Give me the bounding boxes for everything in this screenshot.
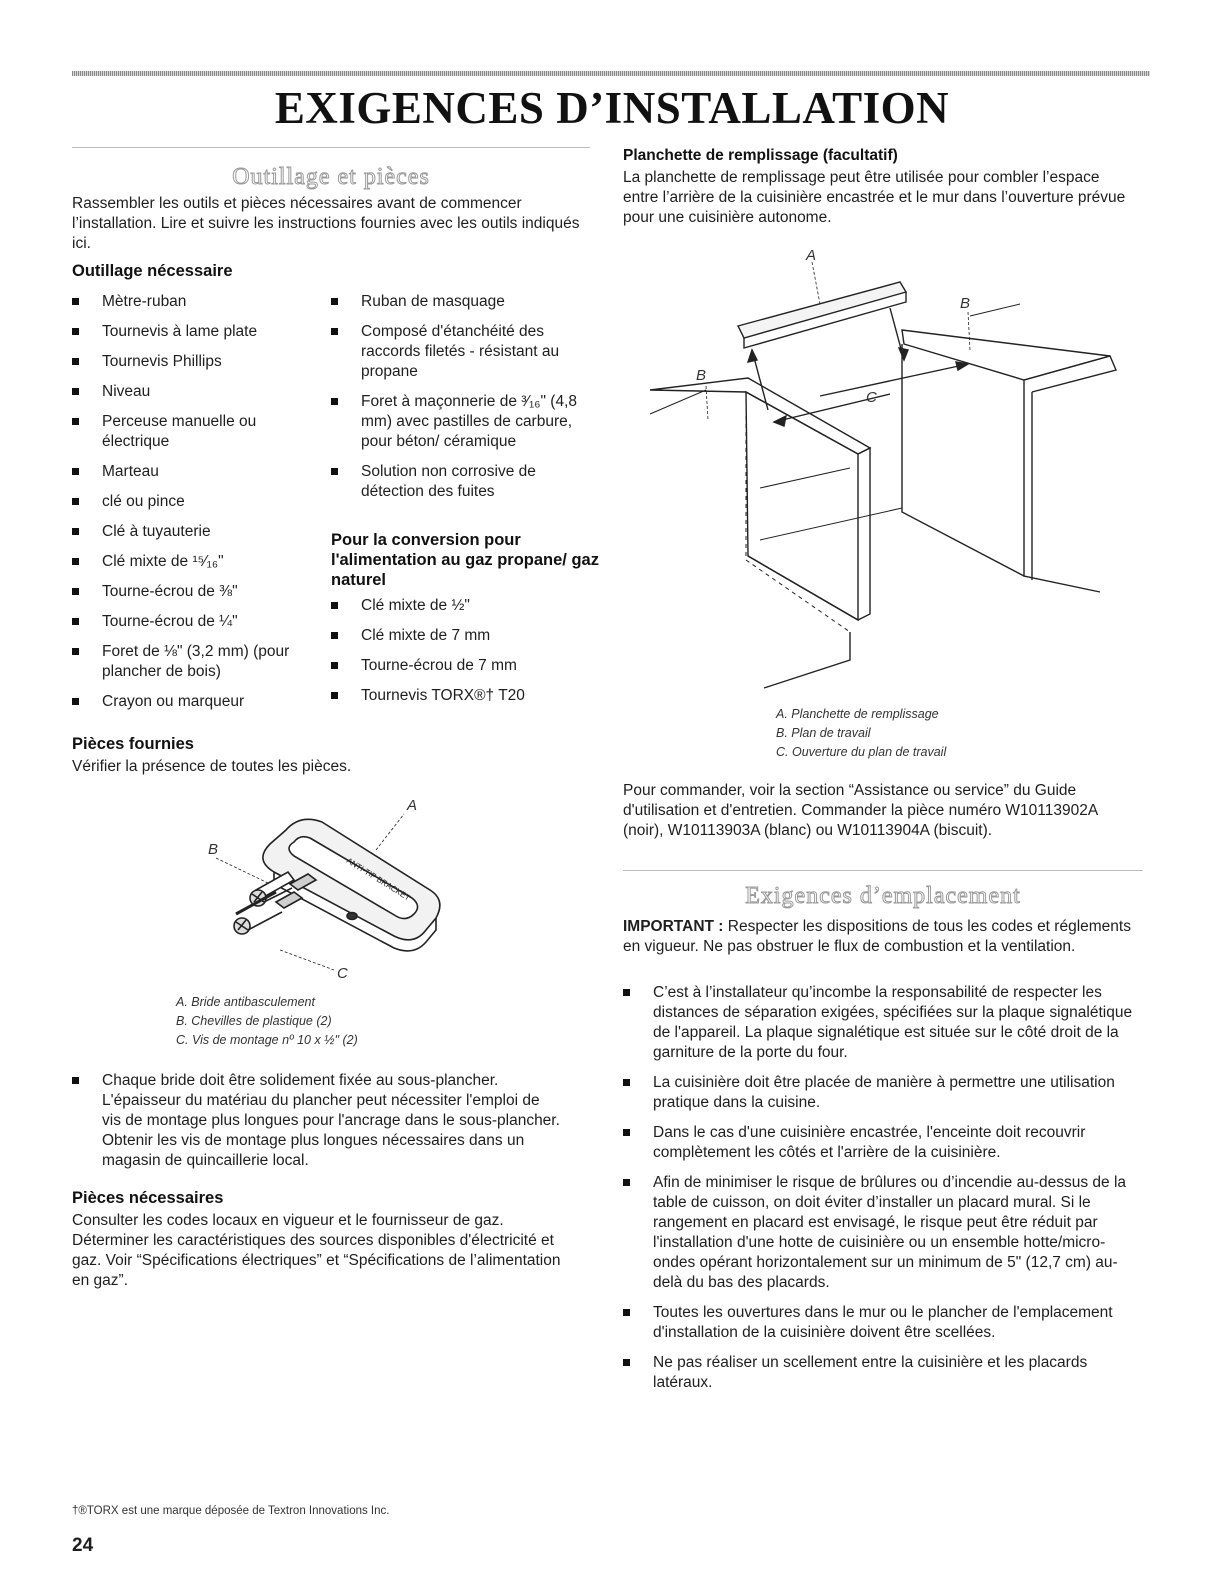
bullet-icon [72, 588, 79, 595]
bullet-icon [72, 648, 79, 655]
important-label: IMPORTANT : [623, 918, 724, 935]
required-tools-list-b [331, 292, 586, 502]
list-item: Dans le cas d'une cuisinière encastrée, l'enceinte doit recouvrir complètement les côtés et l'arrière de la cuisinière. [623, 1123, 1138, 1163]
bullet-icon [72, 358, 79, 365]
conversion-heading: Pour la conversion pour l'alimentation au gaz propane/ gaz naturel [331, 531, 599, 589]
list-item: Mètre-ruban [72, 292, 312, 312]
bullet-icon [331, 328, 338, 335]
filler-strip-figure [640, 240, 1140, 700]
needed-parts-text: Consulter les codes locaux en vigueur et le fournisseur de gaz. Déterminer les caractéristiques des sources disponibles d'électricité et gaz. Voir “Spécifications électriques” et “Spécifications de l’alimentation en gaz”. [72, 1212, 561, 1289]
caption-line: C. Ouverture du plan de travail [776, 745, 947, 759]
bullet-icon [331, 602, 338, 609]
filler-label-a: A [806, 247, 817, 264]
bullet-icon [72, 1077, 79, 1084]
list-item: Tourne-écrou de ¼" [72, 612, 312, 632]
caption-line: B. Plan de travail [776, 726, 871, 740]
caption-line: A. Planchette de remplissage [776, 707, 939, 721]
bullet-icon [331, 692, 338, 699]
required-tools-list-a [72, 292, 312, 712]
filler-label-b-right: B [960, 295, 971, 312]
bullet-icon [623, 1309, 630, 1316]
list-item: Foret de ⅛" (3,2 mm) (pour plancher de bois) [72, 642, 312, 682]
bullet-icon [72, 528, 79, 535]
list-item: Niveau [72, 382, 312, 402]
anti-tip-bracket-figure [190, 780, 450, 990]
bracket-label-c: C [337, 965, 348, 982]
list-item: Perceuse manuelle ou électrique [72, 412, 312, 452]
page-title: EXIGENCES D’INSTALLATION [274, 83, 950, 133]
left-section-rule [72, 147, 590, 148]
bracket-stamp-text: ANTI-TIP BRACKET [344, 856, 412, 903]
filler-figure-captions [776, 705, 946, 762]
supplied-parts-heading: Pièces fournies [72, 735, 194, 753]
bullet-icon [331, 298, 338, 305]
list-item: Tourne-écrou de ⅜" [72, 582, 312, 602]
conversion-tools-list [331, 596, 586, 706]
page-number: 24 [72, 1535, 94, 1556]
list-item: Clé mixte de ½" [331, 596, 586, 616]
list-item: Crayon ou marqueur [72, 692, 312, 712]
filler-heading: Planchette de remplissage (facultatif) [623, 147, 898, 164]
required-tools-heading: Outillage nécessaire [72, 262, 233, 280]
location-section-title: Exigences d’emplacement [745, 883, 1021, 909]
bracket-label-b: B [208, 841, 219, 858]
bracket-note-list [72, 1071, 562, 1171]
filler-label-b-left: B [696, 367, 707, 384]
filler-text: La planchette de remplissage peut être utilisée pour combler l’espace entre l’arrière de la cuisinière encastrée et le mur dans l’ouverture prévue pour une cuisinière autonome. [623, 169, 1126, 226]
right-section-rule [623, 870, 1143, 871]
filler-order-text: Pour commander, voir la section “Assistance ou service” du Guide d'utilisation et d'entretien. Commander la pièce numéro W10113902A (noir), W10113903A (blanc) ou W10113904A (biscuit). [623, 782, 1098, 839]
list-item: Tournevis TORX®† T20 [331, 686, 586, 706]
bullet-icon [623, 1359, 630, 1366]
bullet-icon [331, 662, 338, 669]
caption-line: B. Chevilles de plastique (2) [176, 1014, 332, 1028]
list-item: Chaque bride doit être solidement fixée au sous-plancher. L'épaisseur du matériau du plancher peut nécessiter l'emploi de vis de montage plus longues pour l'ancrage dans le sous-plancher. Obtenir les vis de montage plus longues nécessaires dans un magasin de quincaillerie local. [72, 1071, 562, 1171]
location-important [623, 917, 1138, 957]
bracket-figure-captions [176, 993, 358, 1050]
needed-parts-heading: Pièces nécessaires [72, 1189, 224, 1207]
list-item: Tournevis Phillips [72, 352, 312, 372]
bullet-icon [623, 1179, 630, 1186]
bracket-label-a: A [407, 797, 418, 814]
list-item: Solution non corrosive de détection des fuites [331, 462, 586, 502]
bullet-icon [72, 388, 79, 395]
bullet-icon [623, 989, 630, 996]
list-item: Marteau [72, 462, 312, 482]
list-item: clé ou pince [72, 492, 312, 512]
caption-line: C. Vis de montage nº 10 x ½" (2) [176, 1033, 358, 1047]
list-item: C’est à l’installateur qu’incombe la responsabilité de respecter les distances de séparation exigées, spécifiées sur la plaque signalétique de l'appareil. La plaque signalétique est située sur le côté droit de la garniture de la porte du four. [623, 983, 1138, 1063]
bullet-icon [72, 558, 79, 565]
tools-section-title: Outillage et pièces [232, 164, 430, 190]
bullet-icon [72, 328, 79, 335]
list-item: Tournevis à lame plate [72, 322, 312, 342]
bullet-icon [331, 398, 338, 405]
supplied-parts-text: Vérifier la présence de toutes les pièces. [72, 758, 352, 775]
list-item: Afin de minimiser le risque de brûlures ou d’incendie au-dessus de la table de cuisson, on doit éviter d’installer un placard mural. Si le rangement en placard est envisagé, le risque peut être réduit par l'installation d'une hotte de cuisinière ou un ensemble hotte/micro-ondes opérant horizontalement sur un minimum de 5" (12,7 cm) au-delà du bas des placards. [623, 1173, 1138, 1293]
location-requirements-list [623, 983, 1138, 1393]
bullet-icon [72, 298, 79, 305]
caption-line: A. Bride antibasculement [176, 995, 315, 1009]
list-item: Foret à maçonnerie de ³⁄₁₆" (4,8 mm) avec pastilles de carbure, pour béton/ céramique [331, 392, 586, 452]
torx-footnote: †®TORX est une marque déposée de Textron Innovations Inc. [72, 1505, 390, 1517]
bullet-icon [72, 418, 79, 425]
list-item: Tourne-écrou de 7 mm [331, 656, 586, 676]
important-text: Respecter les dispositions de tous les codes et réglements en vigueur. Ne pas obstruer le flux de combustion et la ventilation. [623, 918, 1131, 955]
bullet-icon [331, 468, 338, 475]
bullet-icon [72, 698, 79, 705]
bullet-icon [331, 632, 338, 639]
list-item: Clé à tuyauterie [72, 522, 312, 542]
list-item: Toutes les ouvertures dans le mur ou le plancher de l'emplacement d'installation de la cuisinière doivent être scellées. [623, 1303, 1138, 1343]
bullet-icon [623, 1129, 630, 1136]
bullet-icon [72, 468, 79, 475]
list-item: Ruban de masquage [331, 292, 586, 312]
bullet-icon [72, 498, 79, 505]
bullet-icon [72, 618, 79, 625]
filler-label-c: C [866, 389, 877, 406]
list-item: La cuisinière doit être placée de manière à permettre une utilisation pratique dans la cuisine. [623, 1073, 1138, 1113]
list-item: Composé d'étanchéité des raccords filetés - résistant au propane [331, 322, 586, 382]
list-item: Clé mixte de ¹⁵⁄₁₆" [72, 552, 312, 572]
list-item: Ne pas réaliser un scellement entre la cuisinière et les placards latéraux. [623, 1353, 1138, 1393]
list-item: Clé mixte de 7 mm [331, 626, 586, 646]
tools-intro: Rassembler les outils et pièces nécessaires avant de commencer l’installation. Lire et suivre les instructions fournies avec les outils indiqués ici. [72, 195, 580, 252]
top-decorative-bar [72, 71, 1150, 76]
bullet-icon [623, 1079, 630, 1086]
